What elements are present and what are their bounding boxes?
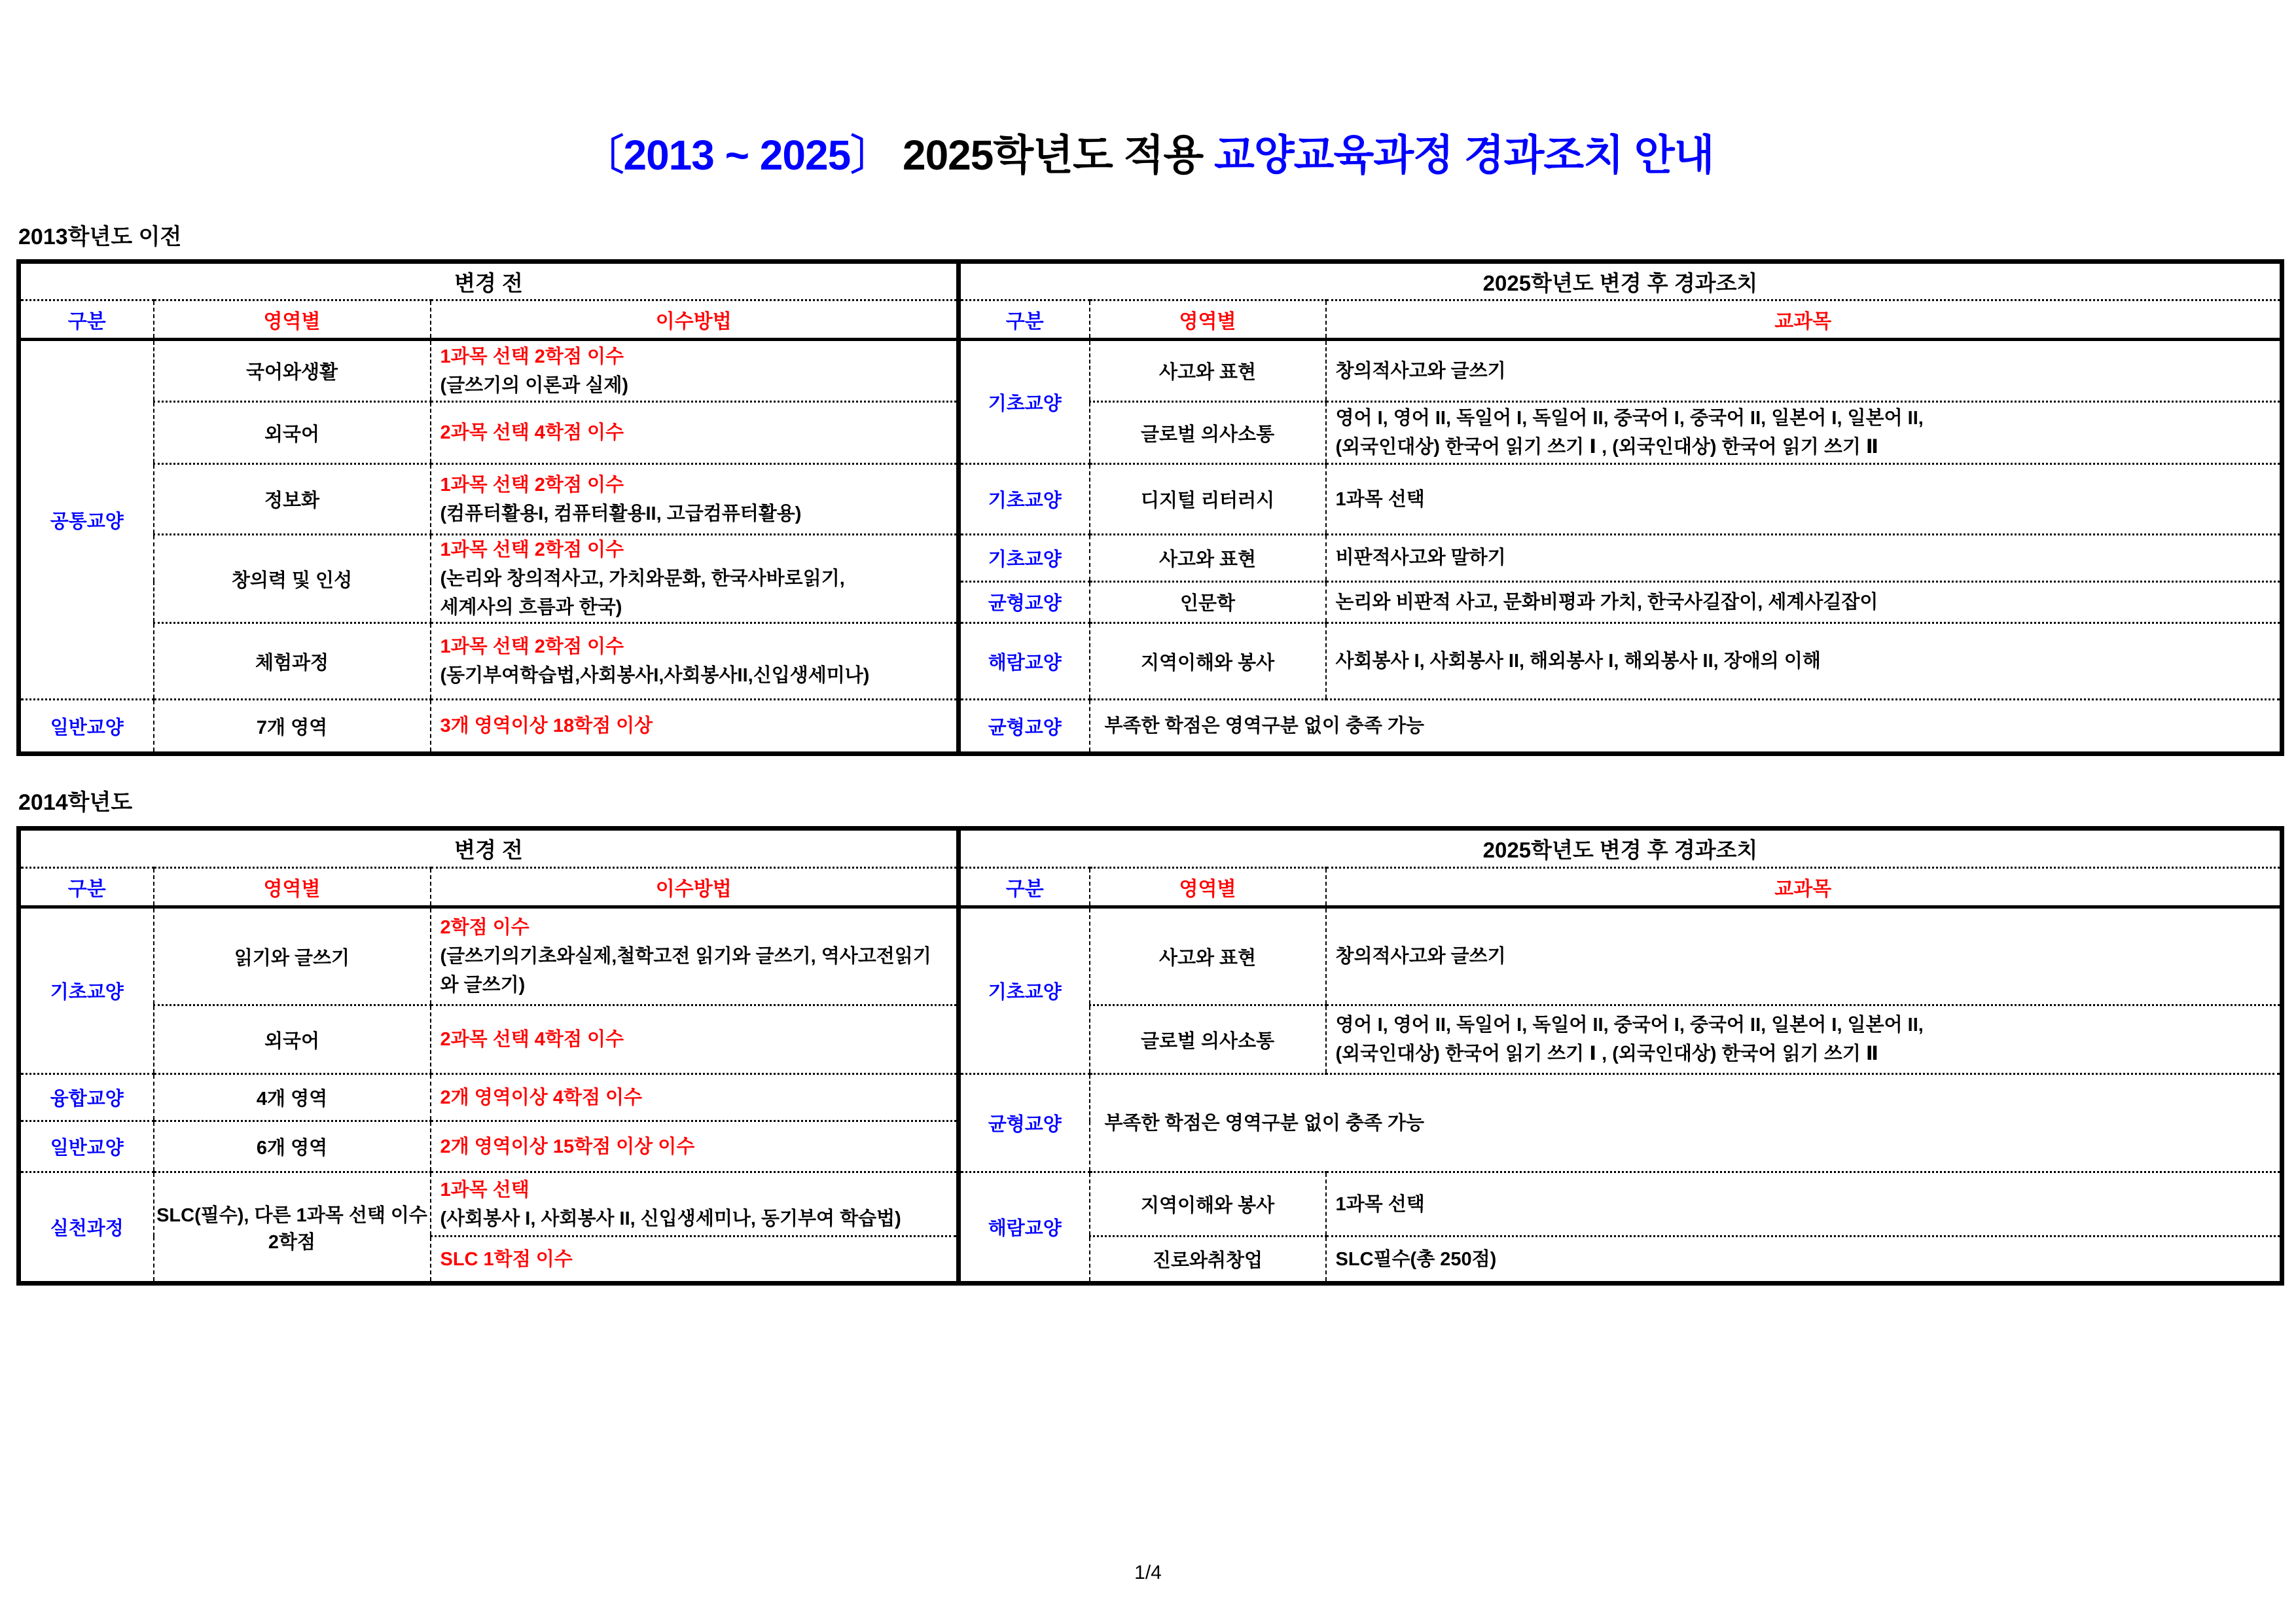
t1-method-creativity-character — [431, 535, 959, 623]
t1-gubun-balance-2: 균형교양 — [959, 700, 1090, 754]
t1-method-experience-course — [431, 623, 959, 700]
subject-line: 1과목 선택 — [1335, 1193, 1425, 1215]
t2-head-subject: 교과목 — [1326, 868, 2282, 907]
subject-line: SLC필수(총 250점) — [1335, 1248, 1497, 1270]
t2-area-6-areas: 6개 영역 — [154, 1121, 431, 1172]
subject-line: (외국인대상) 한국어 읽기 쓰기 Ⅰ , (외국인대상) 한국어 읽기 쓰기 Ⅱ — [1335, 437, 1879, 458]
subject-line: 논리와 비판적 사고, 문화비평과 가치, 한국사길잡이, 세계사길잡이 — [1335, 591, 1878, 613]
t2-gubun-general: 일반교양 — [19, 1121, 154, 1172]
t2-area-thinking-expression: 사고와 표현 — [1090, 907, 1326, 1005]
method-line: (논리와 창의적사고, 가치와문화, 한국사바로읽기, — [440, 568, 845, 589]
t1-caption-before: 변경 전 — [19, 262, 959, 300]
t1-gubun-haeram: 해람교양 — [959, 623, 1090, 700]
t2-gubun-haeram: 해람교양 — [959, 1172, 1090, 1284]
t2-method-reading-writing — [431, 907, 959, 1005]
page-title — [0, 122, 2296, 182]
subject-line: 창의적사고와 글쓰기 — [1335, 360, 1506, 382]
t2-head-method: 이수방법 — [431, 868, 959, 907]
t2-caption-after: 2025학년도 변경 후 경과조치 — [959, 829, 2282, 868]
t2-area-slc-required: SLC(필수), 다른 1과목 선택 이수 2학점 — [154, 1172, 431, 1284]
t2-area-reading-writing: 읽기와 글쓰기 — [154, 907, 431, 1005]
t1-gubun-common: 공통교양 — [19, 340, 154, 700]
t2-method-4-areas — [431, 1074, 959, 1121]
t2-subject-languages — [1326, 1005, 2282, 1074]
t2-method-slc-credit — [431, 1236, 959, 1284]
t1-area-thinking-expression-2: 사고와 표현 — [1090, 535, 1326, 582]
t1-note-shortfall-credits — [1090, 700, 2282, 754]
method-line: 1과목 선택 — [440, 1179, 529, 1200]
method-line: 2개 영역이상 4학점 이수 — [440, 1087, 643, 1108]
t2-gubun-basic-left: 기초교양 — [19, 907, 154, 1074]
t2-gubun-practice-course: 실천과정 — [19, 1172, 154, 1284]
t1-head-gubun-right: 구분 — [959, 300, 1090, 340]
t2-head-area-right: 영역별 — [1090, 868, 1326, 907]
t1-head-gubun-left: 구분 — [19, 300, 154, 340]
note-line: 부족한 학점은 영역구분 없이 충족 가능 — [1104, 1112, 1425, 1134]
t1-subject-creative-writing — [1326, 340, 2282, 402]
t2-subject-creative-writing — [1326, 907, 2282, 1005]
t1-area-community-service: 지역이해와 봉사 — [1090, 623, 1326, 700]
t1-area-7-areas: 7개 영역 — [154, 700, 431, 754]
t2-gubun-balance: 균형교양 — [959, 1074, 1090, 1172]
method-line: 1과목 선택 2학점 이수 — [440, 636, 624, 657]
method-line: (글쓰기의기초와실제,철학고전 읽기와 글쓰기, 역사고전읽기 — [440, 946, 931, 967]
subject-line: 영어 I, 영어 II, 독일어 I, 독일어 II, 중국어 I, 중국어 II, 일본어 I, 일본어 II, — [1335, 408, 1924, 429]
t1-subject-digital-literacy — [1326, 464, 2282, 535]
t1-head-method: 이수방법 — [431, 300, 959, 340]
t1-method-foreign-language — [431, 402, 959, 464]
method-line: SLC 1학점 이수 — [440, 1248, 573, 1270]
t1-area-experience-course: 체험과정 — [154, 623, 431, 700]
note-line: 부족한 학점은 영역구분 없이 충족 가능 — [1104, 715, 1425, 736]
t1-area-thinking-expression-1: 사고와 표현 — [1090, 340, 1326, 402]
method-line: 2학점 이수 — [440, 917, 529, 938]
t1-head-area-right: 영역별 — [1090, 300, 1326, 340]
t2-subject-slc-points — [1326, 1236, 2282, 1284]
method-line: 1과목 선택 2학점 이수 — [440, 539, 624, 560]
t1-area-humanities: 인문학 — [1090, 581, 1326, 623]
title-main: 교양교육과정 경과조치 안내 — [1214, 132, 1714, 179]
subject-line: 사회봉사 I, 사회봉사 II, 해외봉사 I, 해외봉사 II, 장애의 이해 — [1335, 651, 1821, 672]
t2-area-4-areas: 4개 영역 — [154, 1074, 431, 1121]
t2-area-foreign-language: 외국어 — [154, 1005, 431, 1074]
t2-method-6-areas — [431, 1121, 959, 1172]
subject-line: 1과목 선택 — [1335, 488, 1425, 510]
subject-line: (외국인대상) 한국어 읽기 쓰기 Ⅰ , (외국인대상) 한국어 읽기 쓰기 Ⅱ — [1335, 1043, 1879, 1064]
subject-line: 영어 I, 영어 II, 독일어 I, 독일어 II, 중국어 I, 중국어 II, 일본어 I, 일본어 II, — [1335, 1015, 1924, 1036]
t2-subject-one-course — [1326, 1172, 2282, 1236]
t2-area-community-service: 지역이해와 봉사 — [1090, 1172, 1326, 1236]
method-line: (글쓰기의 이론과 실제) — [440, 374, 629, 396]
t1-head-area-left: 영역별 — [154, 300, 431, 340]
t1-method-korean-life — [431, 340, 959, 402]
method-line: 2과목 선택 4학점 이수 — [440, 1029, 624, 1050]
subject-line: 창의적사고와 글쓰기 — [1335, 946, 1506, 967]
t1-gubun-general: 일반교양 — [19, 700, 154, 754]
t1-caption-after: 2025학년도 변경 후 경과조치 — [959, 262, 2282, 300]
method-line: (컴퓨터활용I, 컴퓨터활용II, 고급컴퓨터활용) — [440, 503, 802, 524]
t1-area-creativity-character: 창의력 및 인성 — [154, 535, 431, 623]
t2-method-one-course — [431, 1172, 959, 1236]
t2-head-gubun-right: 구분 — [959, 868, 1090, 907]
t2-area-global-communication: 글로벌 의사소통 — [1090, 1005, 1326, 1074]
t1-subject-service-courses — [1326, 623, 2282, 700]
method-line: 1과목 선택 2학점 이수 — [440, 346, 624, 367]
t1-subject-languages — [1326, 402, 2282, 464]
t2-gubun-convergence: 융합교양 — [19, 1074, 154, 1121]
subject-line: 비판적사고와 말하기 — [1335, 547, 1506, 569]
t1-subject-humanities — [1326, 581, 2282, 623]
method-line: 세계사의 흐름과 한국) — [440, 597, 622, 618]
t1-gubun-basic-1: 기초교양 — [959, 340, 1090, 464]
t1-gubun-balance-1: 균형교양 — [959, 581, 1090, 623]
method-line: 1과목 선택 2학점 이수 — [440, 474, 624, 496]
t2-head-gubun-left: 구분 — [19, 868, 154, 907]
t1-area-digital-literacy: 디지털 리터러시 — [1090, 464, 1326, 535]
section-label-2014: 2014학년도 — [18, 790, 133, 815]
t1-subject-critical-speaking — [1326, 535, 2282, 582]
method-line: 3개 영역이상 18학점 이상 — [440, 715, 653, 736]
method-line: 2개 영역이상 15학점 이상 이수 — [440, 1136, 695, 1157]
t1-area-informatization: 정보화 — [154, 464, 431, 535]
method-line: (사회봉사 I, 사회봉사 II, 신입생세미나, 동기부여 학습법) — [440, 1208, 901, 1229]
t1-area-korean-life: 국어와생활 — [154, 340, 431, 402]
t2-caption-before: 변경 전 — [19, 829, 959, 868]
t2-note-shortfall-credits — [1090, 1074, 2282, 1172]
method-line: (동기부여학습법,사회봉사I,사회봉사II,신입생세미나) — [440, 665, 870, 686]
page-number: 1/4 — [1134, 1562, 1162, 1583]
title-range: 〔2013 ~ 2025〕 — [582, 132, 892, 179]
section-label-2013: 2013학년도 이전 — [18, 225, 182, 249]
t1-head-subject: 교과목 — [1326, 300, 2282, 340]
title-middle: 2025학년도 적용 — [891, 132, 1215, 179]
t2-method-foreign-language — [431, 1005, 959, 1074]
t2-head-area-left: 영역별 — [154, 868, 431, 907]
t1-gubun-basic-3: 기초교양 — [959, 535, 1090, 582]
transition-table-2013 — [16, 259, 2284, 756]
t1-area-foreign-language: 외국어 — [154, 402, 431, 464]
t2-gubun-basic-right: 기초교양 — [959, 907, 1090, 1074]
t1-method-informatization — [431, 464, 959, 535]
t2-area-career-startup: 진로와취창업 — [1090, 1236, 1326, 1284]
transition-table-2014 — [16, 826, 2284, 1286]
method-line: 2과목 선택 4학점 이수 — [440, 422, 624, 443]
t1-gubun-basic-2: 기초교양 — [959, 464, 1090, 535]
method-line: 와 글쓰기) — [440, 975, 526, 996]
t1-area-global-communication: 글로벌 의사소통 — [1090, 402, 1326, 464]
t1-method-7-areas — [431, 700, 959, 754]
